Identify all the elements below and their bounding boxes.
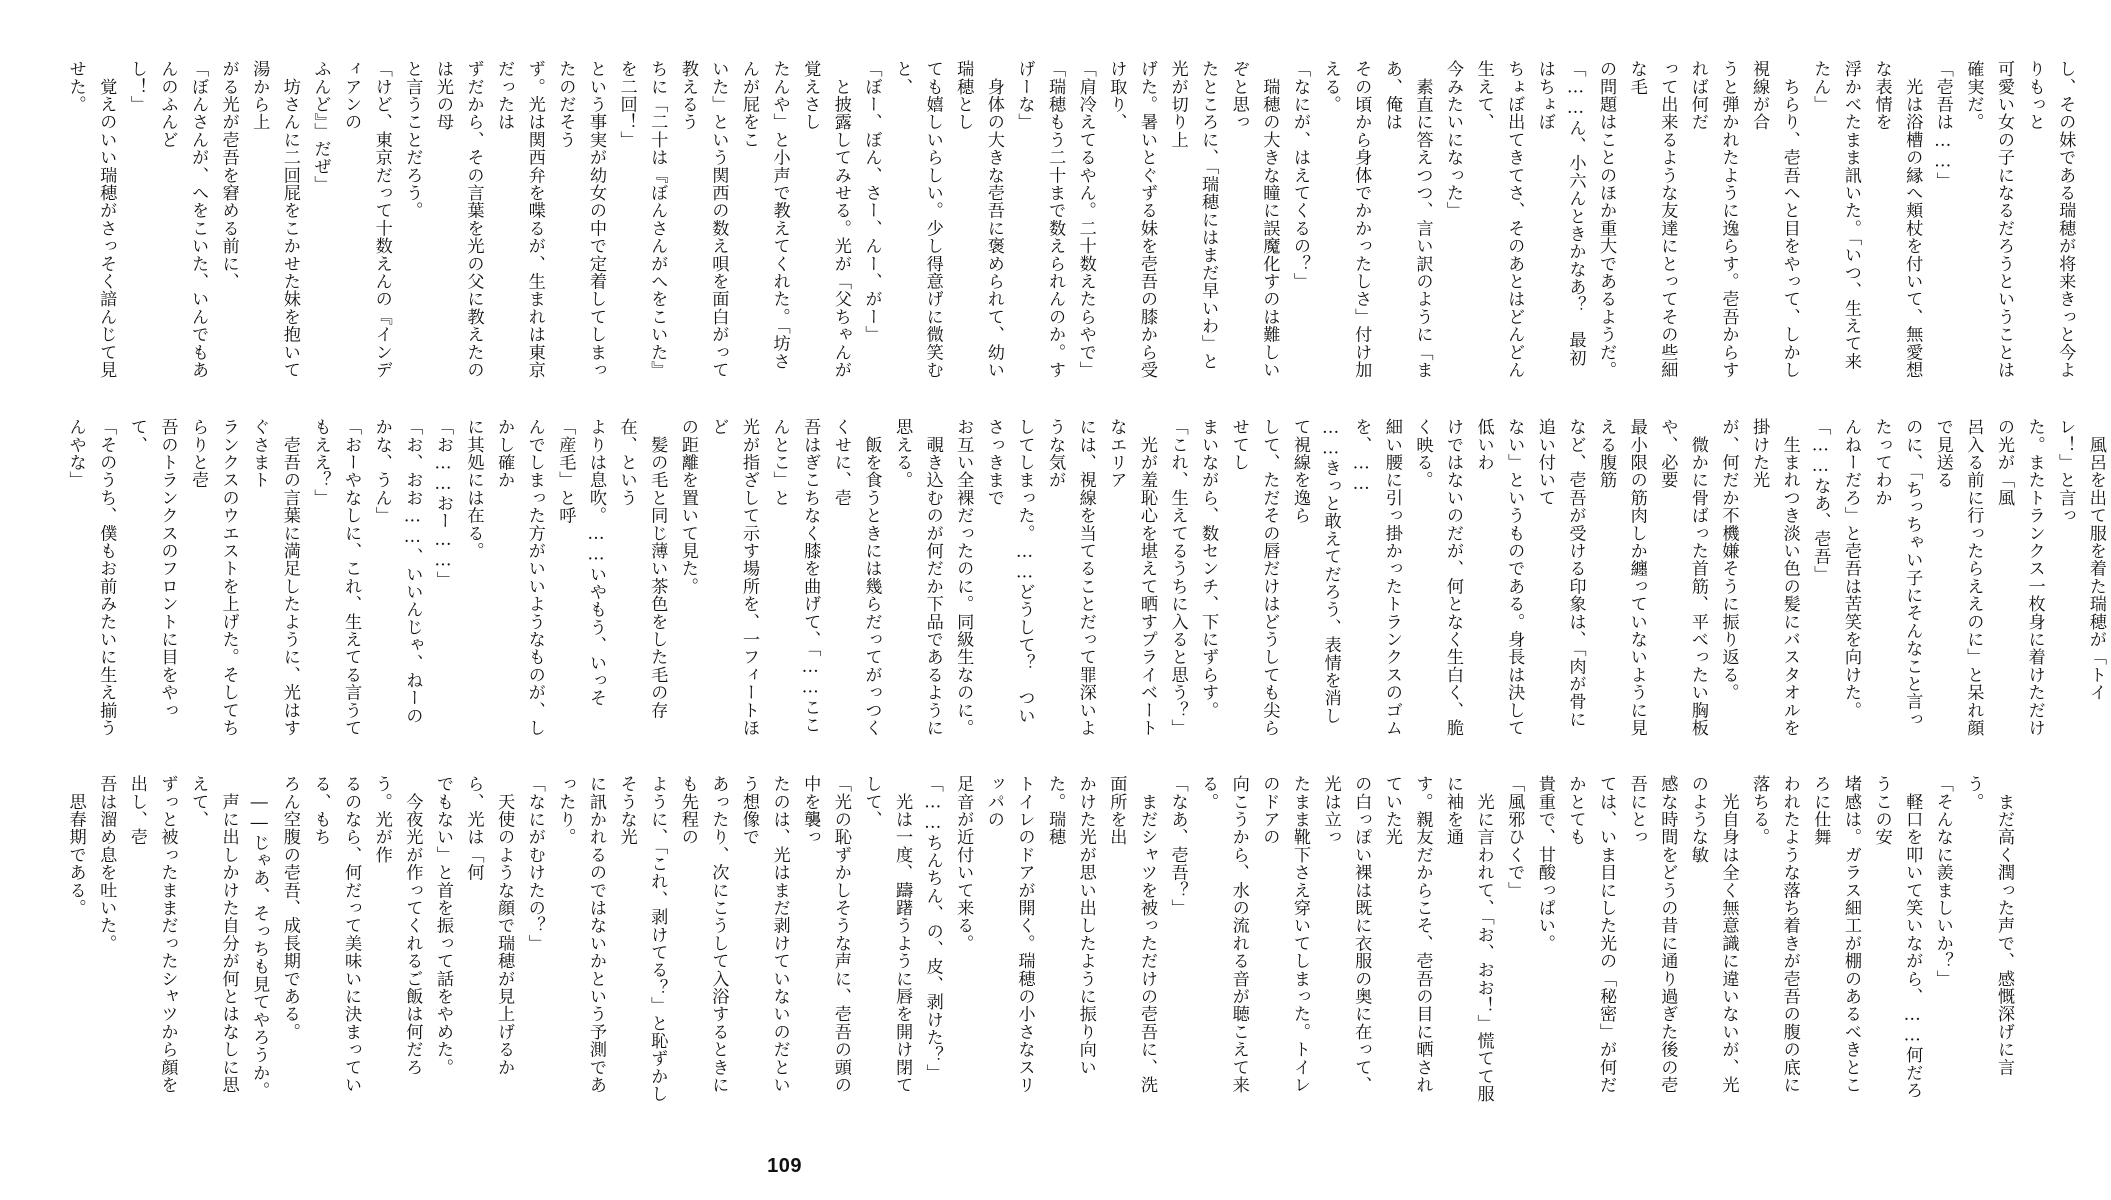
- text-line: ――じゃあ、そっちも見てやろうか。: [249, 775, 270, 1100]
- text-line: けではないのだが、何となく生白く、脆く映る。: [1412, 418, 1464, 737]
- text-line: 吾は溜め息を吐いた。: [96, 775, 117, 952]
- text-line: ても嬉しいらしい。少し得意げに微笑むと、: [892, 60, 943, 379]
- text-line: 覗き込むのが何だか下品であるように思える。: [892, 418, 943, 737]
- vertical-text-block: [60, 60, 2080, 380]
- text-line: われたような落ち着きが壱吾の腹の底に落ちる。: [1749, 775, 1800, 1094]
- text-line: の距離を置いて見た。: [677, 418, 698, 595]
- text-line: んでしまった方がいいようなものが、しかし確か: [494, 418, 545, 737]
- text-line: の問題はことのほか重大であるようだ。: [1596, 60, 1617, 379]
- text-line: 吾はぎこちなく膝を曲げて、「……ここんとこ」と: [769, 418, 821, 734]
- page-number: 109: [767, 1155, 802, 1177]
- text-line: よりは息吹。……いやもう、いっそ「産毛」と呼: [555, 418, 606, 707]
- text-line: 飯を食うときには幾らだってがっつくくせに、壱: [830, 418, 882, 737]
- text-line: その頃から身体でかかったしさ」付け加える。: [1320, 60, 1372, 379]
- text-line: お互い全裸だったのに。同級生なのに。: [953, 418, 974, 737]
- text-line: の白っぽい裸は既に衣服の奥に在って、光は立っ: [1320, 775, 1372, 1094]
- text-line: 吾のトランクスのフロントに目をやって、: [126, 418, 178, 719]
- text-line: してしまった。……どうして？ ついさっきまで: [983, 418, 1035, 725]
- text-line: 「なあ、壱吾？」: [1167, 775, 1188, 917]
- text-line: たところに、「瑞穂にはまだ早いわ」と光が切り上: [1167, 60, 1219, 370]
- text-line: 可愛い女の子になるだろうということは確実だ。: [1963, 60, 2014, 379]
- text-line: に其処には在る。: [463, 418, 484, 560]
- text-line: 感な時間をどうの昔に通り過ぎた後の壱吾にとっ: [1626, 775, 1678, 1094]
- text-line: 「……なあ、壱吾」: [1810, 418, 1831, 583]
- text-line: るのなら、何だって美味いに決まっている、もち: [310, 775, 362, 1094]
- text-line: 壱吾の言葉に満足したように、光はすぐさまト: [249, 418, 300, 737]
- text-line: 向こうから、水の流れる音が聴こえて来る。: [1198, 775, 1249, 1094]
- text-line: かけた光が思い出したように振り向いた。瑞穂: [1045, 775, 1096, 1076]
- text-line: には、視線を当てることだって罪深いような気が: [1045, 418, 1096, 737]
- text-line: し！」: [126, 60, 147, 114]
- text-line: た。またトランクス一枚身に着けただけの光が「風: [1994, 418, 2045, 737]
- text-line: 光は浴槽の縁へ頬杖を付いて、無愛想な表情を: [1871, 60, 1923, 379]
- text-line: ランクスのウエストを上げた。そしてちらりと壱: [188, 418, 239, 737]
- text-line: 細い腰に引っ掛かったトランクスのゴムを、……: [1351, 418, 1402, 737]
- text-line: して、ただその唇だけはどうしても尖らせてし: [1228, 418, 1280, 737]
- text-line: 髪の毛と同じ薄い茶色をした毛の存在、という: [616, 418, 668, 719]
- text-line: がる光が壱吾を窘める前に、: [218, 60, 239, 291]
- text-line: んねーだろ」と壱吾は苦笑を向けた。: [1840, 418, 1861, 719]
- text-line: 「これ、生えてるうちに入ると思う？」: [1167, 418, 1188, 737]
- text-line: 今みたいになった」: [1443, 60, 1464, 220]
- text-line: し、その妹である瑞穂が将来きっと今よりもっと: [2024, 60, 2076, 379]
- text-line: 「なにが、はえてくるの？」: [1289, 60, 1310, 291]
- text-line: ては、いま目にした光の「秘密」が何だかとても: [1565, 775, 1617, 1094]
- text-line: す。親友だからこそ、壱吾の目に晒されていた光: [1381, 775, 1433, 1094]
- vertical-text-block: [60, 775, 2019, 1105]
- text-line: ふんど』」だぜ」: [310, 60, 331, 193]
- text-line: でもない」と首を振って話をやめた。: [432, 775, 453, 1076]
- text-line: まだ高く潤った声で、感慨深げに言う。: [1963, 775, 2014, 1076]
- text-line: 「そのうち、僕もお前みたいに生え揃うんやな」: [65, 418, 117, 737]
- text-line: と言うことだろう。: [402, 60, 423, 220]
- text-line: 今夜光が作ってくれるご飯は何だろう。光が作: [371, 775, 423, 1076]
- text-line: たんや」と小声で教えてくれた。「坊さんが屁をこ: [739, 60, 790, 370]
- text-section-top: [60, 60, 2076, 380]
- text-line: たのは、光はまだ剥けていないのだという想像で: [739, 775, 790, 1094]
- text-line: など、壱吾が受ける印象は、「肉が骨に追い付いて: [1534, 418, 1586, 728]
- text-line: が、何だか不機嫌そうに振り返る。: [1718, 418, 1739, 702]
- text-line: 光が指ざして示す場所を、一フィートほど: [708, 418, 760, 737]
- text-line: 微かに骨ばった首筋、平べったい胸板や、必要: [1657, 418, 1708, 737]
- text-line: 「おーやなしに、これ、生えてる言うてもええ？」: [310, 418, 362, 737]
- text-line: ずだから、その言葉を光の父に教えたのは光の母: [432, 60, 484, 379]
- text-line: 「ぼんさんが、へをこいた、いんでもあんのふんど: [157, 60, 209, 379]
- text-line: 光に言われて、「お、おお！」慌てて服に袖を通: [1443, 775, 1494, 1103]
- text-line: 覚えのいい瑞穂がさっそく諳んじて見せた。: [65, 60, 117, 379]
- text-line: 光自身は全く無意識に違いないが、光のような敏: [1687, 775, 1739, 1094]
- text-line: げた。暑いとぐずる妹を壱吾の膝から受け取り、: [1106, 60, 1157, 379]
- text-line: 声に出しかけた自分が何とはなしに思えて、: [188, 775, 239, 1094]
- text-line: ちょぼ出てきてさ、そのあとはどんどん生えて、: [1473, 60, 1525, 379]
- text-line: のに、「ちっちゃい子にそんなこと言ったってわか: [1871, 418, 1923, 728]
- text-line: 堵感は。ガラス細工が棚のあるべきところに仕舞: [1810, 775, 1861, 1094]
- text-line: 貴重で、甘酸っぱい。: [1534, 775, 1555, 952]
- text-line: 「なにがむけたの？」: [524, 775, 545, 952]
- text-line: まだシャツを被っただけの壱吾に、洗面所を出: [1106, 775, 1157, 1094]
- text-line: という事実が幼女の中で定着してしまったのだそう: [555, 60, 606, 379]
- text-line: あったり、次にこうして入浴するときにも先程の: [677, 775, 729, 1094]
- text-line: ずっと被ったままだったシャツから顔を出し、壱: [126, 775, 178, 1094]
- text-line: ちに「二十は『ぼんさんがへをこいた』を二回！」: [616, 60, 668, 379]
- text-line: ように、「これ、剥けてる？」と恥ずかしそうな光: [616, 775, 668, 1103]
- text-line: いた」という関西の数え唄を面白がって教えるう: [677, 60, 729, 379]
- text-section-bottom: [60, 775, 2014, 1105]
- text-line: 浮かべたまま訊いた。「いつ、生えて来たん」: [1810, 60, 1861, 370]
- text-line: 「……ちんちん、の、皮、剥けた？」: [922, 775, 943, 1082]
- text-line: ろん空腹の壱吾、成長期である。: [279, 775, 300, 1041]
- text-line: 天使のような顔で瑞穂が見上げるから、光は「何: [463, 775, 515, 1076]
- text-line: 軽口を叩いて笑いながら、……何だろうこの安: [1871, 775, 1923, 1100]
- text-line: 最小限の筋肉しか纏っていないように見える腹筋: [1596, 418, 1647, 737]
- text-line: ……きっと敢えてだろう、表情を消して視線を逸ら: [1289, 418, 1341, 725]
- text-line: 光は一度、躊躇うように唇を開け閉てして、: [861, 775, 913, 1094]
- text-line: 「肩冷えてるやん。二十数えたらやで」: [1075, 60, 1096, 379]
- text-line: ず。光は関西弁を喋るが、生まれは東京だったは: [494, 60, 545, 379]
- text-line: 素直に答えつつ、言い訳のように「まあ、俺は: [1381, 60, 1433, 379]
- text-line: 「お……おー……」: [432, 418, 453, 589]
- text-line: 「壱吾は……」: [1932, 60, 1953, 190]
- text-line: って出来るような友達にとってその些細な毛: [1626, 60, 1678, 379]
- text-section-middle: [60, 418, 2106, 740]
- text-line: 風呂を出て服を着た瑞穂が「トイレ！」と言っ: [2055, 418, 2106, 702]
- text-line: 足音が近付いて来る。: [953, 775, 974, 952]
- text-line: 生まれつき淡い色の髪にバスタオルを掛けた光: [1749, 418, 1800, 737]
- text-line: 「そんなに羨ましいか？」: [1932, 775, 1953, 988]
- text-line: 「お、おお……、いいんじゃ、ねーのかな、うん」: [371, 418, 423, 725]
- text-line: ない」というものである。身長は決して低いわ: [1473, 418, 1525, 737]
- text-line: 「光の恥ずかしそうな声に、壱吾の頭の中を襲っ: [800, 775, 851, 1094]
- text-line: 瑞穂の大きな瞳に誤魔化すのは難しいぞと思っ: [1228, 60, 1280, 379]
- text-line: 「……ん、小六んときかなあ？ 最初はちょぼ: [1534, 60, 1586, 367]
- text-line: 身体の大きな壱吾に褒められて、幼い瑞穂とし: [953, 60, 1004, 379]
- text-line: たまま靴下さえ穿いてしまった。トイレのドアの: [1259, 775, 1310, 1094]
- text-line: 「瑞穂もう二十まで数えられんのか。すげーな」: [1014, 60, 1066, 379]
- text-line: 「ぼー、ぼん、さー、んー、がー」: [861, 60, 882, 344]
- vertical-text-block: [60, 418, 2111, 740]
- text-line: トイレのドアが開く。瑞穂の小さなスリッパの: [983, 775, 1035, 1094]
- text-line: 思春期である。: [65, 775, 86, 917]
- text-line: 「けど、東京だって十数えんの『インディアンの: [341, 60, 392, 379]
- text-line: 光が羞恥心を堪えて晒すプライベートなエリア: [1106, 418, 1157, 737]
- text-line: と披露してみせる。光が「父ちゃんが覚えさし: [800, 60, 851, 379]
- text-line: 「風邪ひくで」: [1504, 775, 1525, 899]
- text-line: まいながら、数センチ、下にずらす。: [1198, 418, 1219, 719]
- text-line: 呂入る前に行ったらええのに」と呆れ顔で見送る: [1932, 418, 1984, 737]
- text-line: 坊さんに二回屁をこかせた妹を抱いて湯から上: [249, 60, 300, 379]
- text-line: ちらり、壱吾へと目をやって、しかし視線が合: [1749, 60, 1800, 379]
- text-line: うと弾かれたように逸らす。壱吾からすれば何だ: [1687, 60, 1739, 379]
- text-line: に訊かれるのではないかという予測であったり。: [555, 775, 606, 1094]
